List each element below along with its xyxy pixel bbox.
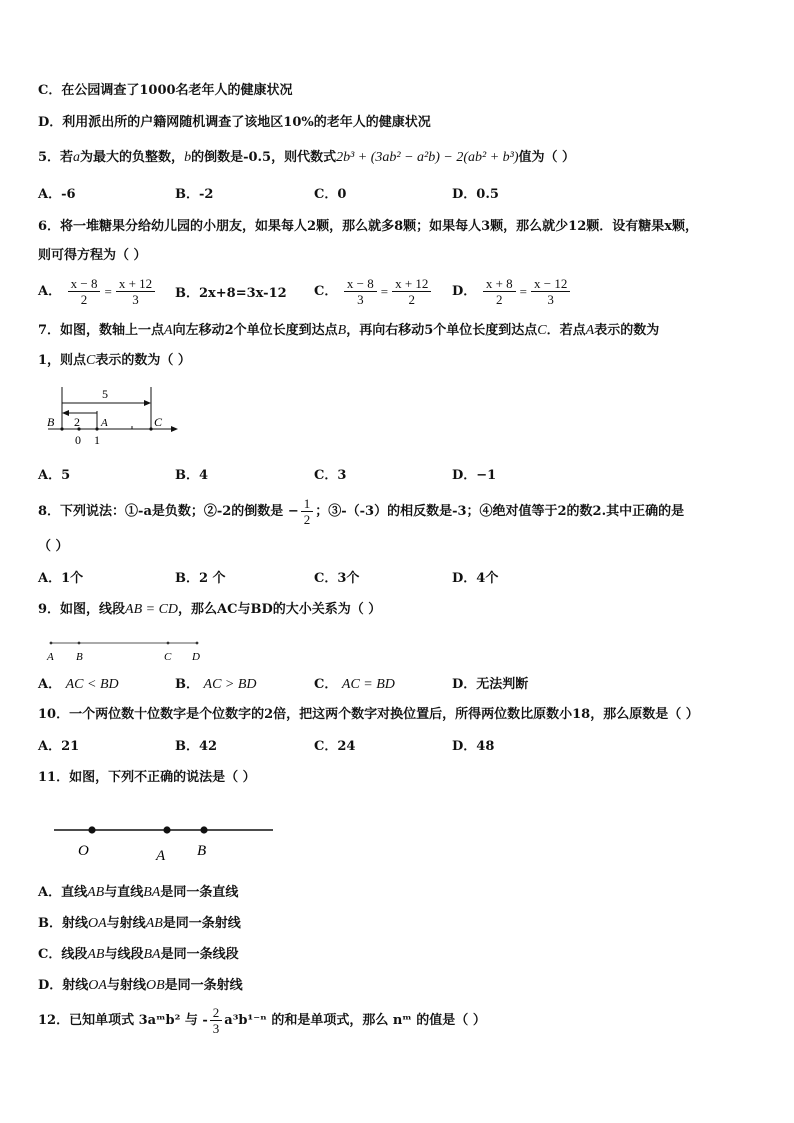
q6-d-label: D．	[452, 284, 477, 299]
q9-point-a	[50, 642, 53, 645]
option-c-prev: C．在公园调查了1000名老年人的健康状况	[38, 83, 293, 98]
q9-text-a: 9．如图，线段	[38, 602, 126, 617]
q11-c-v2: BA	[143, 947, 161, 962]
question-10: 10．一个两位数十位数字是个位数字的2倍，把这两个数字对换位置后，所得两位数比原数小18，那么原数是（ ）	[38, 707, 699, 722]
question-11: 11．如图，下列不正确的说法是（ ）	[38, 770, 256, 785]
q7-point-a	[95, 427, 98, 430]
q7-label-c: C	[154, 415, 163, 429]
q12-frac-den: 3	[212, 1021, 220, 1036]
q5-text-mid2: 的倒数是-0.5，则代数式	[191, 150, 337, 165]
q8-option-a: A．1个	[38, 571, 84, 586]
q11-d-post: 是同一条射线	[164, 978, 243, 993]
question-5	[38, 149, 575, 167]
q6-a-label: A．	[38, 284, 62, 299]
q12-frac	[210, 1005, 223, 1036]
q7-arrow-right-head	[144, 400, 151, 406]
q11-c-post: 是同一条线段	[160, 947, 239, 962]
q6-c-num1: x − 8	[344, 276, 377, 292]
q6-d-den1: 2	[495, 292, 503, 307]
q6-c-label: C．	[314, 284, 338, 299]
q8-text-b: ；③-（-3）的相反数是-3；④绝对值等于2的数2.其中正确的是	[315, 504, 685, 519]
q9-option-b	[175, 676, 257, 694]
q7-axis-arrow	[171, 426, 178, 432]
q11-point-o	[88, 826, 95, 833]
q11-c-pre: C．线段	[38, 947, 88, 962]
q9-a-label: A．	[38, 677, 62, 692]
q8-option-c: C．3个	[314, 571, 360, 586]
q8-option-b: B．2 个	[175, 571, 226, 586]
q10-option-a: A．21	[38, 739, 80, 754]
q6-c-den1: 3	[357, 292, 364, 307]
q12-frac-num: 2	[210, 1005, 223, 1021]
q11-label-a: A	[156, 848, 166, 862]
q5-option-c: C．0	[314, 187, 347, 202]
q6-a-frac2	[116, 276, 155, 307]
q9-text-b: ，那么AC与BD的大小关系为（ ）	[178, 602, 382, 617]
q11-line-figure	[52, 818, 277, 862]
q6-a-den2: 3	[132, 292, 139, 307]
q11-option-a	[38, 884, 238, 902]
q9-b-math: AC > BD	[203, 677, 257, 692]
q11-d-mid: 与射线	[106, 978, 146, 993]
q11-d-v2: OB	[145, 978, 165, 993]
q10-option-b: B．42	[175, 739, 218, 754]
q6-option-a	[38, 276, 157, 307]
q6-c-frac1	[344, 276, 377, 307]
question-9	[38, 601, 381, 619]
q7-label-5: 5	[102, 387, 108, 401]
q11-option-c	[38, 946, 239, 964]
q7-point-c	[149, 427, 152, 430]
q11-a-post: 是同一条直线	[160, 885, 239, 900]
q7-var-b: B	[337, 323, 347, 338]
q9-a-math: AC < BD	[65, 677, 119, 692]
q11-a-v2: BA	[143, 885, 161, 900]
q9-option-a	[38, 676, 119, 694]
question-6-line2: 则可得方程为（ ）	[38, 248, 147, 263]
q7-var-c: C	[537, 323, 547, 338]
q5-option-b: B．-2	[175, 187, 214, 202]
q8-half-num: 1	[301, 496, 314, 512]
q11-a-mid: 与直线	[104, 885, 144, 900]
q6-a-den1: 2	[80, 292, 88, 307]
q5-var-a: a	[73, 150, 81, 165]
q5-expression: 2b³ + (3ab² − a²b) − 2(ab² + b³)	[336, 150, 519, 165]
question-8-line2: （ ）	[38, 539, 69, 554]
q7-text-c: ，再向右移动5个单位长度到达点	[346, 323, 538, 338]
q9-equation: AB = CD	[125, 602, 179, 617]
q9-c-math: AC = BD	[341, 677, 395, 692]
q7-label-a: A	[101, 417, 108, 429]
option-d-prev: D．利用派出所的户籍网随机调查了该地区10%的老年人的健康状况	[38, 115, 431, 130]
q11-point-b	[200, 826, 207, 833]
q5-option-d: D．0.5	[452, 187, 499, 202]
q6-d-eq: =	[519, 283, 527, 299]
q6-d-den2: 3	[547, 292, 554, 307]
q7-arrow-left-head	[62, 410, 69, 416]
q10-option-d: D．48	[452, 739, 495, 754]
q11-b-v1: OA	[88, 916, 107, 931]
q6-c-den2: 2	[408, 292, 415, 307]
q11-d-pre: D．射线	[38, 978, 89, 993]
q5-text-post: 值为（ ）	[518, 150, 576, 165]
q11-point-a	[163, 826, 170, 833]
q7-var-a: A	[164, 323, 173, 338]
q9-point-b	[78, 642, 81, 645]
q11-b-pre: B．射线	[38, 916, 88, 931]
q9-point-d	[196, 642, 199, 645]
q7-option-c: C．3	[314, 468, 347, 483]
q7-label-b: B	[47, 415, 55, 429]
q9-label-d: D	[192, 651, 200, 663]
q7-label-0: 0	[75, 433, 81, 447]
q7-option-b: B．4	[175, 468, 209, 483]
q6-option-c	[314, 276, 433, 307]
q11-c-mid: 与线段	[104, 947, 144, 962]
q7-text-g: 表示的数为（ ）	[95, 353, 191, 368]
question-6-line1: 6．将一堆糖果分给幼儿园的小朋友，如果每人2颗，那么就多8颗；如果每人3颗，那么就少12颗．设有糖果x颗，	[38, 219, 699, 234]
question-7-line2	[38, 352, 191, 370]
q9-label-c: C	[164, 651, 172, 663]
q7-text-b: 向左移动2个单位长度到达点	[172, 323, 338, 338]
q6-d-frac2	[531, 276, 570, 307]
q7-text-d: ．若点	[546, 323, 586, 338]
q9-label-a: A	[47, 651, 54, 663]
q7-number-line-figure	[38, 383, 188, 449]
q6-option-d	[452, 276, 572, 307]
q7-var-a2: A	[585, 323, 595, 338]
q6-a-num2: x + 12	[116, 276, 155, 292]
q11-b-post: 是同一条射线	[162, 916, 241, 931]
q11-label-o: O	[78, 843, 89, 859]
q8-option-d: D．4个	[452, 571, 499, 586]
question-7-line1	[38, 322, 659, 340]
q7-text-f: 1，则点	[38, 353, 87, 368]
q8-half-den: 2	[303, 512, 311, 527]
q9-option-c	[314, 676, 395, 694]
q11-b-mid: 与射线	[106, 916, 146, 931]
q8-half-frac	[301, 496, 314, 527]
q6-c-num2: x + 12	[392, 276, 431, 292]
question-12	[38, 1004, 486, 1038]
q6-option-b: B．2x+8=3x-12	[175, 286, 287, 301]
q7-label-1: 1	[94, 433, 100, 447]
q6-a-frac1	[68, 276, 101, 307]
q11-a-v1: AB	[87, 885, 105, 900]
q11-label-b: B	[197, 843, 207, 859]
q9-b-label: B．	[175, 677, 199, 692]
q7-text-a: 7．如图，数轴上一点	[38, 323, 165, 338]
q7-option-a: A．5	[38, 468, 71, 483]
q7-point-b	[60, 427, 63, 430]
q6-c-eq: =	[380, 283, 389, 299]
q6-d-frac1	[483, 276, 516, 307]
q5-option-a: A．-6	[38, 187, 76, 202]
q6-a-eq: =	[104, 283, 112, 299]
q6-d-num1: x + 8	[483, 276, 516, 292]
q9-label-b: B	[76, 651, 83, 663]
q7-var-c2: C	[86, 353, 96, 368]
q7-option-d: D．−1	[452, 468, 497, 483]
q11-b-v2: AB	[145, 916, 163, 931]
q10-option-c: C．24	[314, 739, 356, 754]
q5-text-mid: 为最大的负整数，	[80, 150, 185, 165]
q11-option-b	[38, 915, 241, 933]
q12-text-a: 12．已知单项式 3aᵐb² 与 -	[38, 1013, 208, 1028]
q6-c-frac2	[392, 276, 431, 307]
q7-label-2: 2	[74, 415, 80, 429]
q9-point-c	[167, 642, 170, 645]
q9-c-label: C．	[314, 677, 338, 692]
q11-a-pre: A．直线	[38, 885, 88, 900]
q6-d-num2: x − 12	[531, 276, 570, 292]
q8-text-a: 8．下列说法：①-a是负数；②-2的倒数是 −	[38, 504, 299, 519]
q9-segment-figure	[44, 636, 214, 664]
q11-option-d	[38, 977, 243, 995]
q9-option-d: D．无法判断	[452, 677, 529, 692]
q5-text: 5．若	[38, 150, 74, 165]
question-8-line1	[38, 496, 684, 528]
q11-d-v1: OA	[88, 978, 107, 993]
q7-text-e: 表示的数为	[594, 323, 660, 338]
q6-a-num1: x − 8	[68, 276, 101, 292]
q11-c-v1: AB	[87, 947, 105, 962]
q12-text-b: a³b¹⁻ⁿ 的和是单项式，那么 nᵐ 的值是（ ）	[224, 1013, 486, 1028]
q5-var-b: b	[184, 150, 192, 165]
